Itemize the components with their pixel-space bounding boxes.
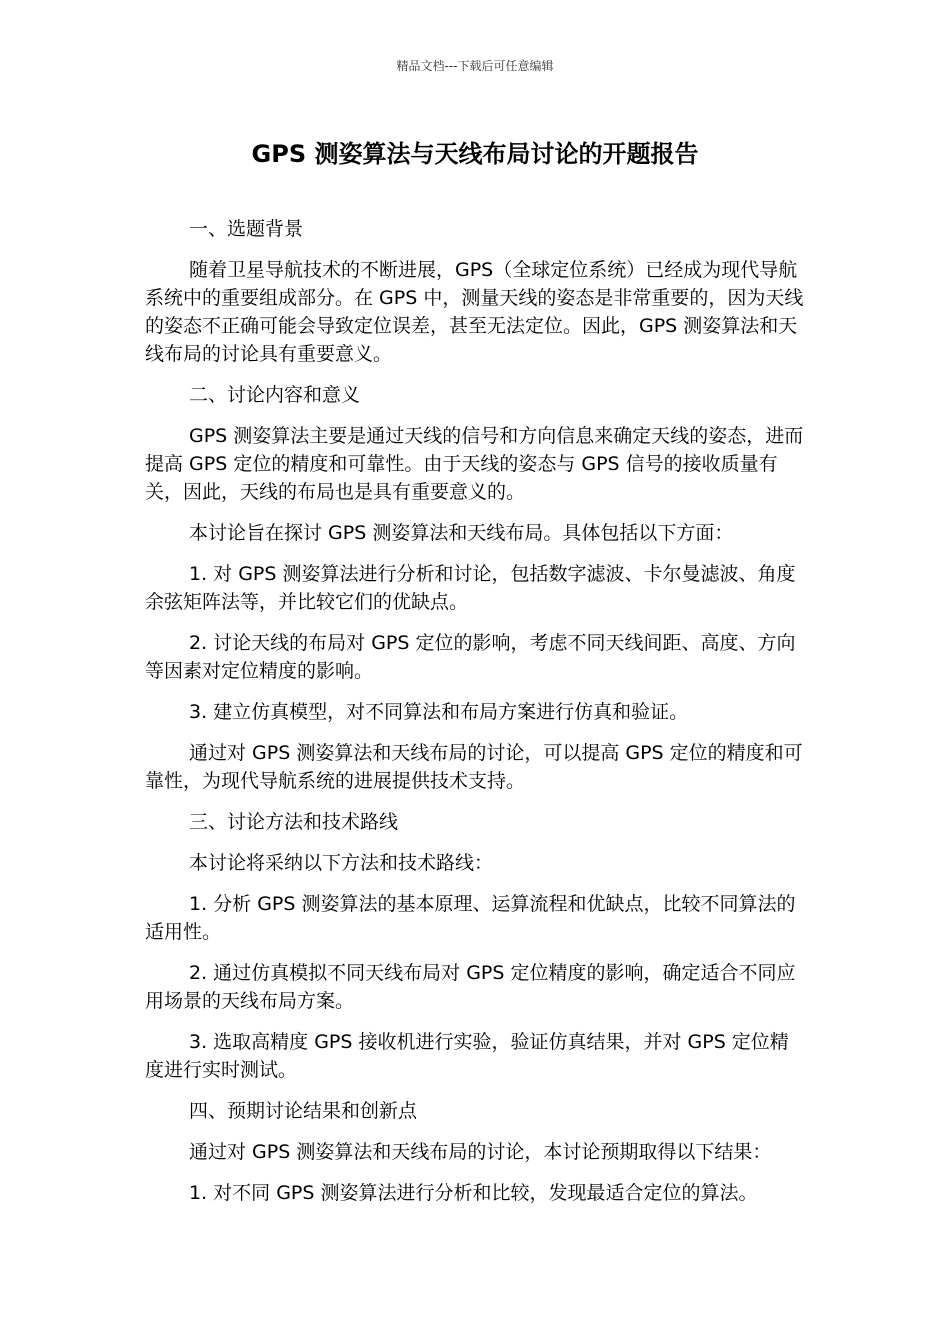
section-heading-background: 一、选题背景 — [189, 218, 304, 240]
paragraph-content-summary: 通过对 GPS 测姿算法和天线布局的讨论，可以提高 GPS 定位的精度和可靠性，为现代导航系统的进展提供技术支持。 — [145, 742, 803, 792]
list-item-content-2: 2. 讨论天线的布局对 GPS 定位的影响，考虑不同天线间距、高度、方向等因素对定位精度的影响。 — [145, 632, 796, 682]
paragraph-methods-intro: 本讨论将采纳以下方法和技术路线： — [189, 852, 494, 874]
list-item-methods-2: 2. 通过仿真模拟不同天线布局对 GPS 定位精度的影响，确定适合不同应用场景的天线布局方案。 — [145, 962, 796, 1012]
document-body — [145, 215, 807, 1220]
page-header: 精品文档---下载后可任意编辑 — [396, 59, 554, 73]
section-heading-methods: 三、讨论方法和技术路线 — [189, 811, 399, 833]
section-heading-content: 二、讨论内容和意义 — [189, 384, 361, 406]
paragraph-results-intro: 通过对 GPS 测姿算法和天线布局的讨论，本讨论预期取得以下结果： — [189, 1141, 772, 1163]
list-item-methods-1: 1. 分析 GPS 测姿算法的基本原理、运算流程和优缺点，比较不同算法的适用性。 — [145, 893, 796, 943]
list-item-methods-3: 3. 选取高精度 GPS 接收机进行实验，验证仿真结果，并对 GPS 定位精度进行实时测试。 — [145, 1031, 789, 1081]
document-title: GPS 测姿算法与天线布局讨论的开题报告 — [251, 140, 699, 168]
section-heading-results: 四、预期讨论结果和创新点 — [189, 1100, 418, 1122]
list-item-content-3: 3. 建立仿真模型，对不同算法和布局方案进行仿真和验证。 — [189, 701, 689, 723]
paragraph-content-scope: 本讨论旨在探讨 GPS 测姿算法和天线布局。具体包括以下方面： — [189, 522, 734, 544]
list-item-results-1: 1. 对不同 GPS 测姿算法进行分析和比较，发现最适合定位的算法。 — [189, 1182, 758, 1204]
paragraph-background: 随着卫星导航技术的不断进展，GPS（全球定位系统）已经成为现代导航系统中的重要组成部分。在 GPS 中，测量天线的姿态是非常重要的，因为天线的姿态不正确可能会导致定位误差，甚至无法定位。因此，GPS 测姿算法和天线布局的讨论具有重要意义。 — [145, 259, 804, 365]
list-item-content-1: 1. 对 GPS 测姿算法进行分析和讨论，包括数字滤波、卡尔曼滤波、角度余弦矩阵法等，并比较它们的优缺点。 — [145, 563, 796, 613]
paragraph-content-intro: GPS 测姿算法主要是通过天线的信号和方向信息来确定天线的姿态，进而提高 GPS 定位的精度和可靠性。由于天线的姿态与 GPS 信号的接收质量有关，因此，天线的布局也是具有重要意义的。 — [145, 425, 804, 503]
